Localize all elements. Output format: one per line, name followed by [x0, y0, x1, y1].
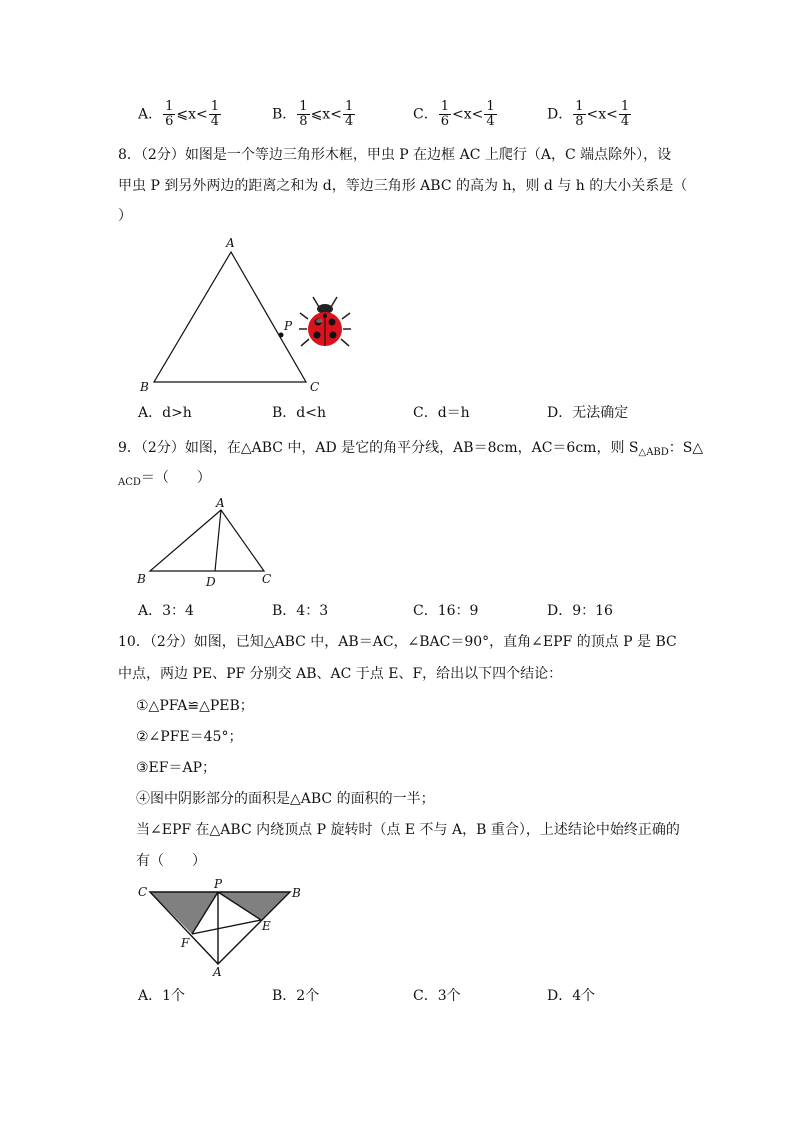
q10-text-line2: 中点，两边 PE、PF 分别交 AB、AC 于点 E、F，给出以下四个结论： [118, 666, 563, 682]
label-c: C [138, 885, 148, 899]
angle-bisector-ad [215, 510, 221, 571]
q8-text-line2: 甲虫 P 到另外两边的距离之和为 d，等边三角形 ABC 的高为 h，则 d 与 h 的大小关系是（ [118, 178, 688, 194]
label-a: A [213, 965, 222, 979]
label-p: P [214, 877, 223, 891]
q10-conclusion-2: ②∠PFE＝45°； [136, 729, 243, 745]
q10-text-line3: 当∠EPF 在△ABC 内绕顶点 P 旋转时（点 E 不与 A，B 重合），上述结论中始终正确的 [136, 822, 680, 838]
equilateral-triangle [154, 252, 306, 382]
q7-option-a[interactable]: A． $\frac{1}{6}$ ⩽x< $\frac{1}{4}$ [138, 99, 220, 129]
q10-text-line1: 10．（2分）如图，已知△ABC 中，AB＝AC，∠BAC＝90°，直角∠EPF 的顶点 P 是 BC [118, 634, 677, 650]
q9-option-c[interactable]: C．16：9 [413, 603, 479, 619]
q7-option-d[interactable]: D． $\frac{1}{8}$ <x< $\frac{1}{4}$ [547, 99, 630, 129]
q9-text-line1: 9．（2分）如图，在△ABC 中，AD 是它的角平分线，AB＝8cm，AC＝6cm，则 $S_{\triangle ABD}$：S△ [118, 440, 704, 458]
label-b: B [292, 886, 301, 900]
label-c: C [262, 572, 272, 586]
q8-text-line3: ） [118, 208, 132, 224]
label-b: B [137, 572, 146, 586]
label-a: A [216, 496, 225, 510]
q8-option-a[interactable]: A．d>h [138, 405, 192, 421]
q10-option-c[interactable]: C．3个 [413, 988, 461, 1004]
label-f: F [181, 936, 190, 950]
q10-conclusion-4: ④图中阴影部分的面积是△ABC 的面积的一半； [136, 791, 435, 807]
q8-option-c[interactable]: C．d＝h [413, 405, 470, 421]
q10-option-a[interactable]: A．1个 [138, 988, 186, 1004]
q9-text-line2: $_{ACD}$＝（ ） [118, 470, 211, 488]
q9-triangle-figure [130, 495, 290, 590]
label-p: P [284, 319, 293, 333]
ladybug-icon [299, 297, 351, 346]
q7-option-b[interactable]: B． $\frac{1}{8}$ ⩽x< $\frac{1}{4}$ [272, 99, 354, 129]
q10-option-d[interactable]: D．4个 [547, 988, 596, 1004]
q10-text-line4: 有（ ） [136, 853, 206, 869]
label-c: C [310, 380, 320, 394]
q10-conclusion-1: ①△PFA≌△PEB； [136, 698, 254, 714]
q10-conclusion-3: ③EF＝AP； [136, 760, 217, 776]
q8-text-line1: 8．（2分）如图是一个等边三角形木框，甲虫 P 在边框 AC 上爬行（A，C 端点除外），设 [118, 147, 672, 163]
q8-option-d[interactable]: D．无法确定 [547, 405, 629, 421]
q10-option-b[interactable]: B．2个 [272, 988, 320, 1004]
q10-triangle-figure [130, 876, 320, 981]
q9-option-d[interactable]: D．9：16 [547, 603, 613, 619]
label-a: A [226, 236, 235, 250]
q8-option-b[interactable]: B．d<h [272, 405, 326, 421]
q9-option-a[interactable]: A．3：4 [138, 603, 194, 619]
triangle-abc [150, 510, 264, 571]
q9-option-b[interactable]: B．4：3 [272, 603, 329, 619]
label-b: B [140, 380, 149, 394]
q8-triangle-figure [130, 232, 370, 397]
point-p [279, 333, 284, 338]
q7-option-c[interactable]: C． $\frac{1}{6}$ <x< $\frac{1}{4}$ [413, 99, 495, 129]
label-e: E [262, 919, 271, 933]
label-d: D [206, 575, 216, 589]
